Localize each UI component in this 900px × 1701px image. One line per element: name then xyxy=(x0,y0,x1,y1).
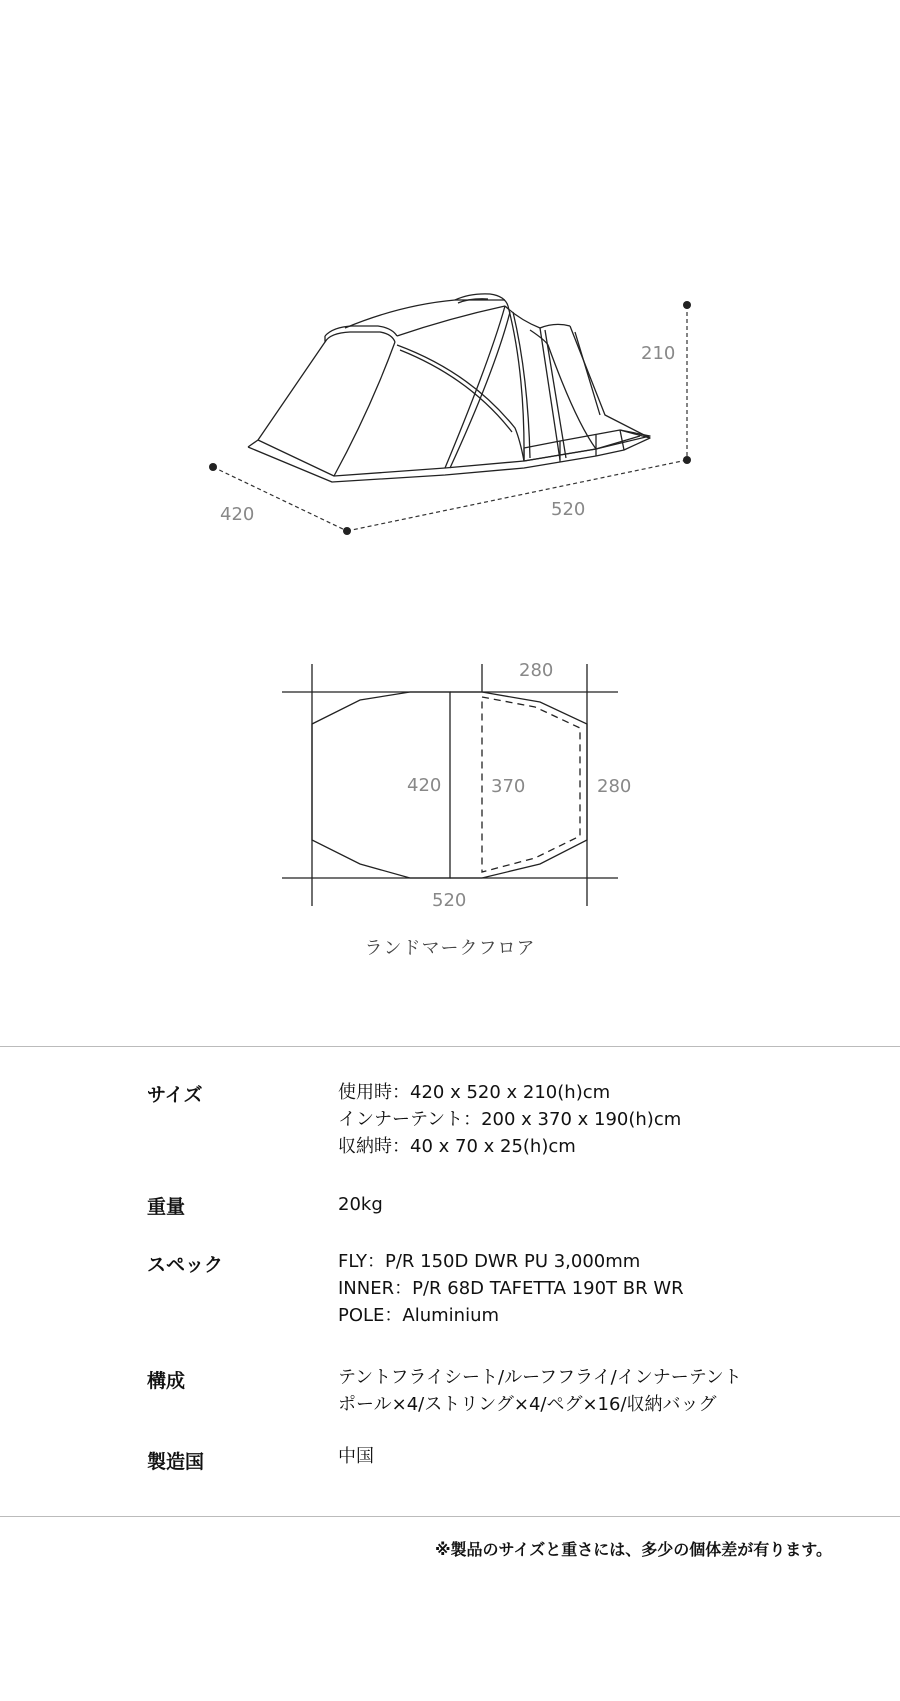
spec-line: POLE：Aluminium xyxy=(338,1305,500,1326)
spec-value-spec xyxy=(338,1248,684,1329)
floor-bottom-width-label: 520 xyxy=(432,890,467,911)
spec-label-origin: 製造国 xyxy=(147,1451,205,1473)
spec-line: ポール×4/ストリング×4/ペグ×16/収納バッグ xyxy=(338,1394,717,1415)
tent-width-label: 520 xyxy=(551,499,586,520)
floor-plan-caption: ランドマークフロア xyxy=(364,938,536,959)
spec-label-size: サイズ xyxy=(147,1084,203,1106)
floor-top-width-label: 280 xyxy=(519,660,554,681)
divider-bottom xyxy=(0,1516,900,1517)
spec-line: INNER：P/R 68D TAFETTA 190T BR WR xyxy=(338,1278,684,1299)
spec-label-spec: スペック xyxy=(147,1254,224,1276)
spec-line: テントフライシート/ルーフフライ/インナーテント xyxy=(338,1367,742,1388)
spec-label-contents: 構成 xyxy=(147,1370,186,1392)
spec-value-contents xyxy=(338,1364,742,1418)
spec-line: 収納時：40 x 70 x 25(h)cm xyxy=(338,1136,576,1157)
spec-label-weight: 重量 xyxy=(147,1196,186,1218)
spec-line: 中国 xyxy=(338,1446,374,1467)
spec-line: インナーテント：200 x 370 x 190(h)cm xyxy=(338,1109,682,1130)
tent-height-label: 210 xyxy=(641,343,676,364)
divider-top xyxy=(0,1046,900,1047)
floor-right-depth-label: 280 xyxy=(597,776,632,797)
spec-line: 20kg xyxy=(338,1194,383,1215)
spec-value-origin xyxy=(338,1443,374,1470)
floor-inner-depth-label: 370 xyxy=(491,776,526,797)
variance-note: ※製品のサイズと重さには、多少の個体差が有ります。 xyxy=(435,1540,832,1559)
floor-left-depth-label: 420 xyxy=(407,775,442,796)
spec-line: FLY：P/R 150D DWR PU 3,000mm xyxy=(338,1251,641,1272)
spec-line: 使用時：420 x 520 x 210(h)cm xyxy=(338,1082,611,1103)
tent-depth-label: 420 xyxy=(220,504,255,525)
spec-value-size xyxy=(338,1079,681,1160)
spec-value-weight xyxy=(338,1191,383,1218)
